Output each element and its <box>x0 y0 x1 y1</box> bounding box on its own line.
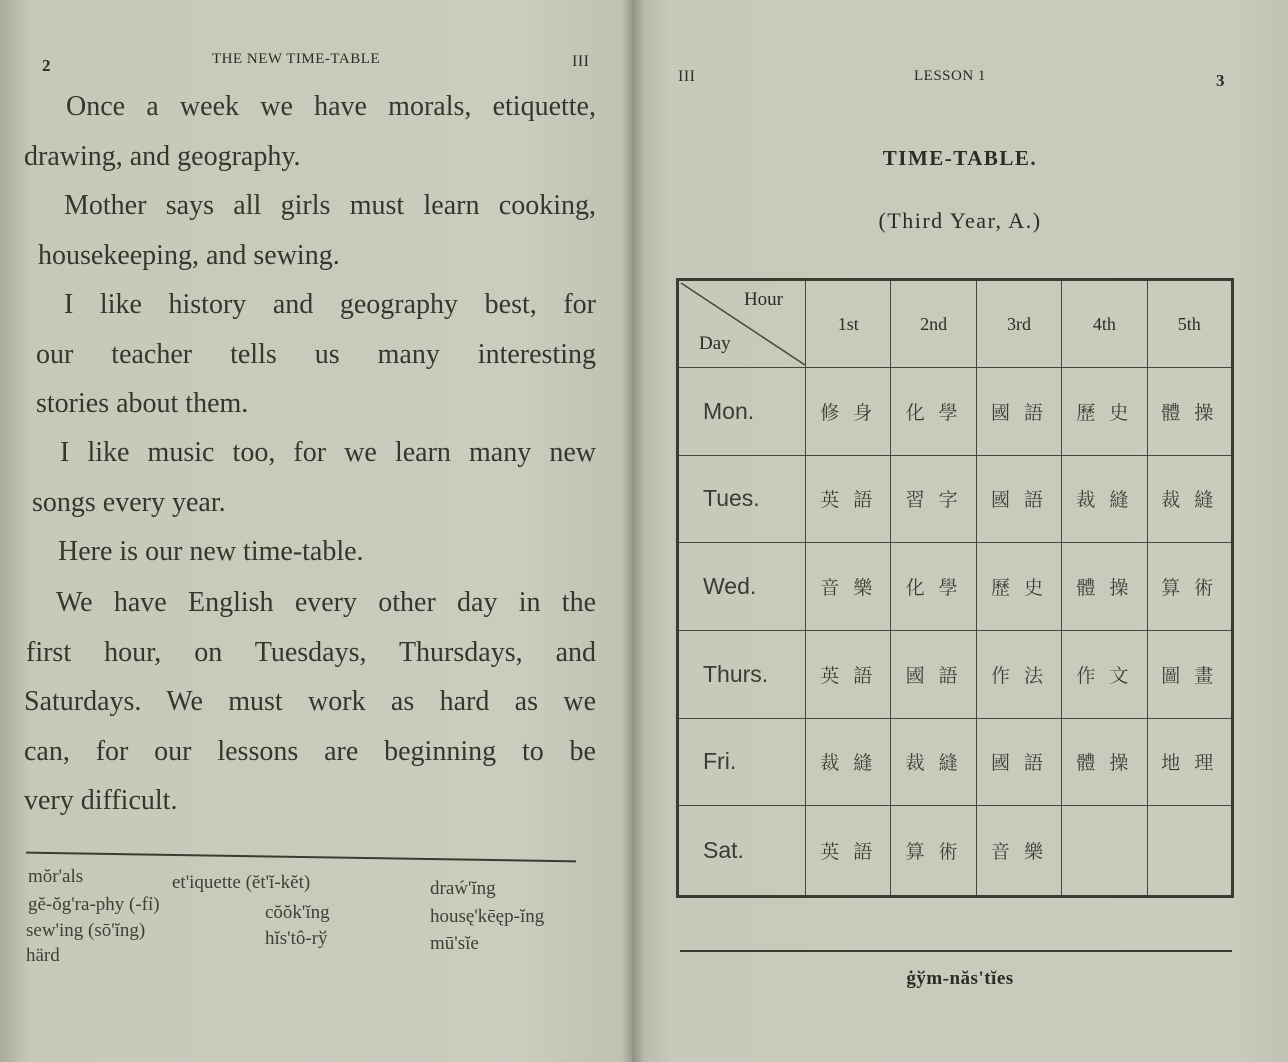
table-row <box>678 368 1233 456</box>
text-line: can, for our lessons are beginning to be <box>24 735 596 767</box>
table-row <box>678 806 1233 897</box>
subject-cell: 體操 <box>1062 543 1147 631</box>
table-row <box>678 718 1233 806</box>
left-running-title: THE NEW TIME-TABLE <box>212 51 381 67</box>
subject-cell: 裁縫 <box>806 718 891 806</box>
text-line: stories about them. <box>36 388 249 419</box>
text-line: our teacher tells us many interesting <box>36 338 596 370</box>
hour-header: 2nd <box>891 280 976 368</box>
subject-cell: 國語 <box>976 368 1061 456</box>
subject-cell: 算術 <box>1147 543 1232 631</box>
right-page-number: 3 <box>1216 71 1225 90</box>
pronunciation-item: cŏŏk'ĭng <box>265 902 330 923</box>
subject-cell: 裁縫 <box>1147 455 1232 543</box>
day-cell: Mon. <box>678 368 806 456</box>
text-line: Saturdays. We must work as hard as we <box>24 686 596 717</box>
subject-cell: 作法 <box>976 630 1061 718</box>
subject-cell: 地理 <box>1147 718 1232 806</box>
right-running-title: LESSON 1 <box>914 68 986 84</box>
subject-cell: 英語 <box>806 455 891 543</box>
subject-cell: 裁縫 <box>891 718 976 806</box>
pronunciation-item: hĭs'tô-rў <box>265 928 328 949</box>
pronunciation-item: et'iquette (ĕt'ĭ-kĕt) <box>172 872 311 893</box>
day-cell: Tues. <box>678 455 806 543</box>
subject-cell: 修身 <box>806 368 891 456</box>
text-line: first hour, on Tuesdays, Thursdays, and <box>26 636 596 668</box>
timetable <box>676 278 1234 898</box>
subject-cell: 習字 <box>891 455 976 543</box>
corner-hour-label: Hour <box>743 289 783 310</box>
subject-cell: 作文 <box>1062 630 1147 718</box>
pronunciation-item: sew'ing (sō'ĭng) <box>26 920 146 941</box>
subject-cell: 國語 <box>976 455 1061 543</box>
text-line: Mother says all girls must learn cooking, <box>64 190 596 221</box>
left-page-number: 2 <box>42 56 51 75</box>
pronunciation-item: mū'sĭe <box>430 933 479 954</box>
footnote-rule <box>680 950 1232 952</box>
timetable-header-row <box>678 280 1233 368</box>
subject-cell: 體操 <box>1147 368 1232 456</box>
subject-cell: 算術 <box>891 806 976 897</box>
pronunciation-item: mŏr'als <box>28 866 84 887</box>
day-cell: Wed. <box>678 543 806 631</box>
right-lesson-numeral: III <box>678 68 696 85</box>
day-cell: Thurs. <box>678 630 806 718</box>
pronunciation-item: housę'kēęp-ĭng <box>430 906 545 927</box>
hour-header: 5th <box>1147 280 1232 368</box>
paragraph-3 <box>24 280 596 429</box>
text-line: drawing, and geography. <box>24 140 301 172</box>
subject-cell: 歷史 <box>1062 368 1147 456</box>
subject-cell: 音樂 <box>806 543 891 631</box>
subject-cell: 裁縫 <box>1062 455 1147 543</box>
paragraph-2 <box>24 181 596 280</box>
subject-cell: 圖畫 <box>1147 630 1232 718</box>
left-lesson-numeral: III <box>572 53 590 70</box>
text-line: Once a week we have morals, etiquette, <box>66 91 596 122</box>
pronunciation-item: draẃ'ĭng <box>430 878 496 899</box>
paragraph-5 <box>24 527 596 577</box>
subject-cell <box>1062 806 1147 897</box>
hour-header: 3rd <box>976 280 1061 368</box>
paragraph-4 <box>24 428 596 527</box>
day-cell: Sat. <box>678 806 806 897</box>
pronunciation-footer: ġўm-năs'tĭes <box>906 968 1014 989</box>
subject-cell: 歷史 <box>976 543 1061 631</box>
text-line: I like music too, for we learn many new <box>60 437 596 468</box>
text-line: I like history and geography best, for <box>64 289 596 320</box>
hour-header: 4th <box>1062 280 1147 368</box>
subject-cell: 化學 <box>891 368 976 456</box>
table-row <box>678 630 1233 718</box>
table-row <box>678 455 1233 543</box>
subject-cell: 英語 <box>806 630 891 718</box>
subject-cell: 國語 <box>891 630 976 718</box>
day-cell: Fri. <box>678 718 806 806</box>
pronunciation-item: härd <box>26 945 60 966</box>
table-row <box>678 543 1233 631</box>
text-line: very difficult. <box>24 785 178 816</box>
text-line: songs every year. <box>32 486 226 518</box>
subject-cell: 化學 <box>891 543 976 631</box>
corner-cell <box>678 280 806 368</box>
text-line: We have English every other day in the <box>56 587 596 618</box>
paragraph-6 <box>24 578 596 826</box>
pronunciation-item: gĕ-ŏg'ra-phy (-fỉ) <box>28 894 160 915</box>
timetable-subtitle: (Third Year, A.) <box>878 208 1042 233</box>
subject-cell <box>1147 806 1232 897</box>
subject-cell: 體操 <box>1062 718 1147 806</box>
paragraph-1 <box>24 82 596 181</box>
hour-header: 1st <box>806 280 891 368</box>
subject-cell: 國語 <box>976 718 1061 806</box>
timetable-title: TIME-TABLE. <box>882 146 1038 170</box>
corner-day-label: Day <box>699 333 731 354</box>
subject-cell: 音樂 <box>976 806 1061 897</box>
text-line: Here is our new time-table. <box>58 536 364 567</box>
subject-cell: 英語 <box>806 806 891 897</box>
text-line: housekeeping, and sewing. <box>38 239 340 271</box>
